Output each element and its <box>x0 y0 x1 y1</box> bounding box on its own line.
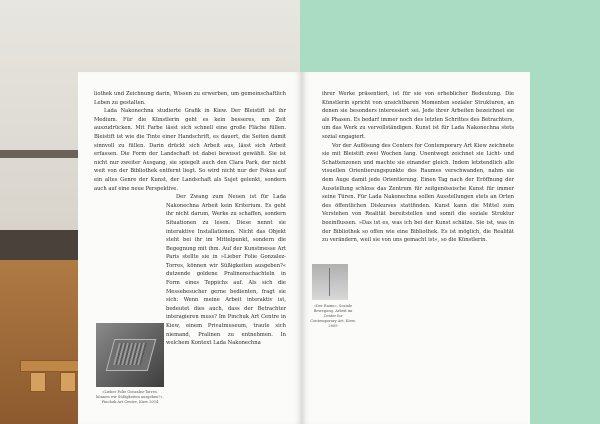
paragraph: Der Zwang zum Neuen ist für Lada Nakonechna Arbeit kein Kriterium. Es geht ihr nicht darum, Werke zu schaffen, sondern Situationen zu lesen. Diese nennt sie interaktive Installationen. Nicht das Objekt steht bei ihr im Mittelpunkt, sondern die Begegnung mit ihm. Auf der Kunstmesse Art Paris stellte sie in »Lieber Folie Gonzalez-Torres, können wir Süßigkeiten ausgeben?« dutzende goldene Pralinenschachteln in Form eines Teppichs auf. Als sich die Messebesucher gerne bedienten, fragt sie sich: Wenn meine Arbeit interaktiv ist, bedeutet dies auch, dass der Betrachter interagieren muss? Im Pinchuk Art Centre in Kiew, einem Privatmuseum, traute sich niemand, Pralinen zu entnehmen. In welchem Kontext Lada Nakonechna <box>166 194 286 347</box>
artwork-photo-room <box>312 264 348 300</box>
image-caption: »Lieber Folie Gonzalez-Torres, können wir Süßigkeiten ausgeben?«, Pinchuk Art Centre, Kiew 2014 <box>96 390 164 404</box>
pencil-line-mark <box>329 268 330 296</box>
right-page-text <box>322 90 514 245</box>
chair <box>30 372 46 392</box>
paragraph: Lada Nakonechna studierte Grafik in Kiew. Der Bleistift ist ihr Medium. Für die Künstlerin geht es kein besseres, um Zeit auszudrücken. Mit Farbe lässt sich schnell eine große Fläche füllen. Bleistift ist wie die Tinte einer Handschrift, es dauert, die Seiten damit sinnvoll zu füllen. Darin drückt sich Arbeit aus, lässt sich Arbeit erfassen. Die Form der Landschaft ist dabei bewusst gewählt. Sie ist nicht nur zweiter Ausgang, sie spiegelt auch den Clara Park, der nicht weit von der Bibliothek entfernt liegt. So wird nicht nur der Fokus auf ein altes Genre der Kunst, der Landschaft als Sujet gelenkt, sondern auch auf eine neue Perspektive. <box>94 108 286 192</box>
book-spread <box>78 72 530 424</box>
paragraph: liothek und Zeichnung darin, Wissen zu erwerben, um gemeinschaftlich Leben zu gestalten. <box>94 91 286 106</box>
image-caption: »Der Raum«, Soziale Bewegung. Arbeit im Center for Contemporary Art, Kiew, 2009 <box>310 304 356 328</box>
left-page-text <box>94 90 286 348</box>
right-page <box>302 72 530 424</box>
paragraph: ihrer Werke präsentiert, ist für sie von erheblicher Bedeutung. Die Künstlerin spricht von unsichtbaren Momenten sozialer Strukturen, an denen sie besonders interessiert sei. Jede ihrer Arbeiten bezeichnet sie als Phasen. Es bedarf immer noch des letzten Schrittes des Betrachters, um das Werk zu vervollständigen. Kunst ist für Lada Nakonechna stets sozial engagiert. <box>322 91 514 140</box>
left-page <box>78 72 302 424</box>
paragraph: Vor der Auflösung des Centers for Contemporary Art Kiew zeichnete sie mit Bleistift zwei Wochen lang. Unentwegt zeichnet sie Licht- und Schattenzonen und machte sie einander gleich. Indem letztendlich alle visuellen Orientierungspunkte des Raumes verschwanden, nahm sie dem Auge damit jede Orientierung. Einen Tag nach der Eröffnung der Ausstellung schloss das Zentrum für zeitgenössische Kunst für immer seine Türen. Für Lada Nakonechna sollen Ausstellungen stets an Orten des öffentlichen Diskurses stattfinden. Kunst kann die Mittel zum Verstehen von Realität bereitstellen und somit die soziale Struktur beeinflussen. »Das ist es, was ich bei der Kunst schätze. Sie ist, was in der Bibliothek so offen wie eine Bibliothek. Es ist möglich, die Realität zu verändern, weil sie von uns gemacht ist«, so die Künstlerin. <box>322 142 514 244</box>
artwork-photo-candy-carpet <box>96 323 164 387</box>
candy-grid <box>113 343 147 365</box>
chair <box>60 372 76 392</box>
